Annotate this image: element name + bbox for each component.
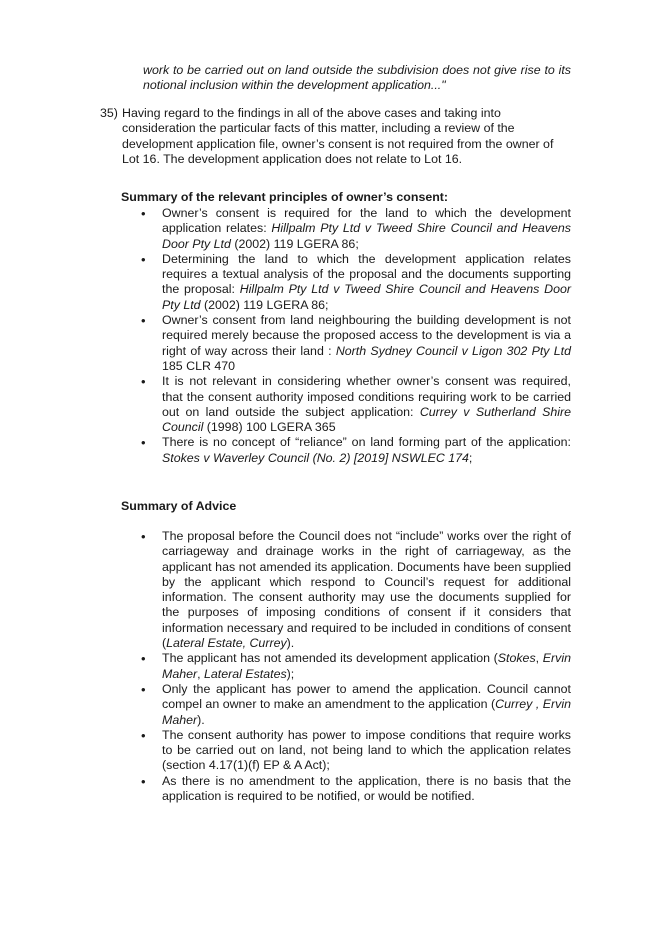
list-item: • There is no concept of “reliance” on land forming part of the application: Stokes v Waverley Council (No. 2) [2019] NSWLEC 174; <box>141 435 571 465</box>
advice-heading: Summary of Advice <box>121 499 237 513</box>
paragraph-number: 35) <box>100 106 118 120</box>
list-item: • The consent authority has power to impose conditions that require works to be carried out on land, not being land to which the application relates (section 4.17(1)(f) EP & A Act); <box>141 727 571 773</box>
bullet-icon: • <box>141 773 146 789</box>
bullet-icon: • <box>141 681 146 697</box>
case-name: Currey v Sutherland Shire Council <box>162 404 572 435</box>
principles-heading: Summary of the relevant principles of owner’s consent: <box>121 190 449 204</box>
case-name: Stokes v Waverley Council (No. 2) [2019] NSWLEC 174 <box>162 450 469 465</box>
case-name: Hillpalm Pty Ltd v Tweed Shire Council and Heavens Door Pty Ltd <box>162 221 571 251</box>
bullet-icon: • <box>141 727 146 743</box>
list-item: • Owner’s consent is required for the land to which the development application relates: Hillpalm Pty Ltd v Tweed Shire Council and Heavens Door Pty Ltd (2002) 119 LGERA 86; <box>141 206 571 251</box>
bullet-icon: • <box>141 251 146 267</box>
paragraph-text: Having regard to the findings in all of the above cases and taking into consideration the particular facts of this matter, including a review of the development application file, owner’s consent is not required from the owner of Lot 16. The development application does not relate to Lot 16. <box>122 106 554 166</box>
bullet-icon: • <box>141 313 146 329</box>
case-name: Stokes <box>497 651 536 666</box>
bullet-icon: • <box>141 651 146 667</box>
list-item: • Owner’s consent from land neighbouring the building development is not required merely because the proposed access to the development is via a right of way across their land : North Sydney Council v Ligon 302 Pty Ltd 185 CLR 470 <box>141 313 571 373</box>
list-item: • As there is no amendment to the application, there is no basis that the application is required to be notified, or would be notified. <box>141 773 571 804</box>
bullet-icon: • <box>141 374 146 390</box>
bullet-icon: • <box>141 435 146 451</box>
list-item: • The proposal before the Council does not “include” works over the right of carriageway and drainage works in the right of carriageway, as the applicant has not amended its application. Documents have been supplied by the applicant which respond to Council’s request for additional information. The consent authority may use the documents supplied for the purposes of imposing conditions of consent if it considers that information necessary and required to be included in conditions of consent (Lateral Estate, Currey). <box>141 529 571 651</box>
case-name: Ervin Maher <box>162 651 571 681</box>
case-name: Lateral Estate, Currey <box>166 636 287 651</box>
bullet-icon: • <box>141 529 146 544</box>
list-item: • Only the applicant has power to amend the application. Council cannot compel an owner to make an amendment to the application (Currey , Ervin Maher). <box>141 681 571 727</box>
case-name: Lateral Estates <box>204 666 287 681</box>
case-name: North Sydney Council v Ligon 302 Pty Ltd <box>335 343 571 358</box>
quote-continuation: work to be carried out on land outside the subdivision does not give rise to its notional inclusion within the development application..." <box>143 63 571 93</box>
advice-list <box>121 529 571 804</box>
bullet-icon: • <box>141 206 146 221</box>
list-item: • The applicant has not amended its development application (Stokes, Ervin Maher, Lateral Estates); <box>141 651 571 681</box>
case-name: Hillpalm Pty Ltd v Tweed Shire Council and Heavens Door Pty Ltd <box>162 282 571 312</box>
list-item: • It is not relevant in considering whether owner’s consent was required, that the consent authority imposed conditions requiring work to be carried out on land outside the subject application: Currey v Sutherland Shire Council (1998) 100 LGERA 365 <box>141 374 572 435</box>
paragraph-35 <box>100 106 571 167</box>
principles-list <box>121 206 571 466</box>
list-item: • Determining the land to which the development application relates requires a textual analysis of the proposal and the documents supporting the proposal: Hillpalm Pty Ltd v Tweed Shire Council and Heavens Door Pty Ltd (2002) 119 LGERA 86; <box>141 251 571 312</box>
case-name: Currey , Ervin Maher <box>162 697 571 727</box>
